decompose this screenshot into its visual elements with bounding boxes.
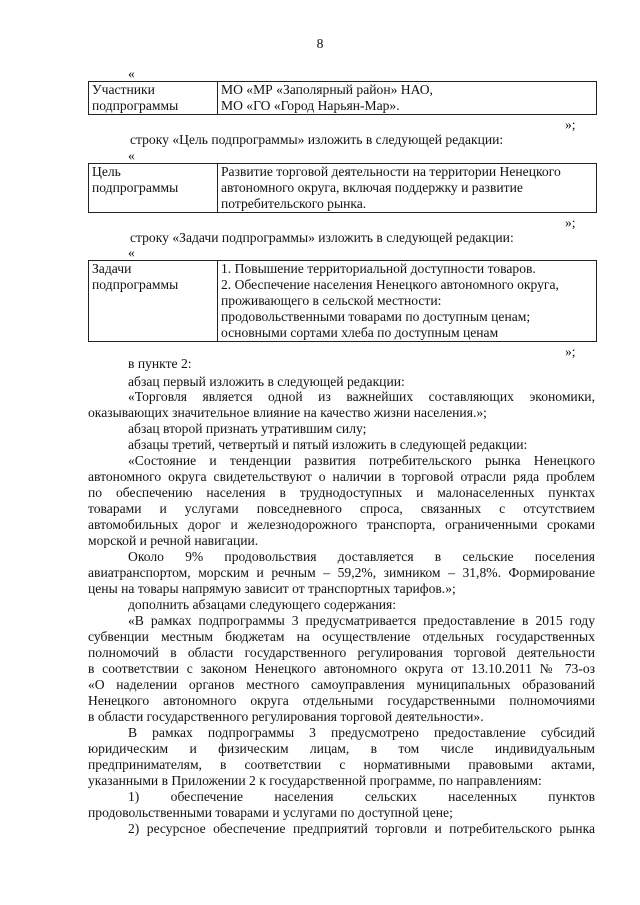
table-label-line: подпрограммы	[92, 277, 179, 292]
text-line: в соответствии с законом Ненецкого автономного округа от 13.10.2011 № 73-оз	[88, 661, 595, 676]
tasks-value-cell	[218, 261, 597, 342]
para1-instruction: абзац первый изложить в следующей редакции:	[128, 374, 405, 389]
participants-value-cell	[218, 82, 597, 115]
table-value-line: потребительского рынка.	[221, 196, 367, 211]
add-text	[88, 613, 595, 725]
goal-table	[88, 163, 597, 213]
page-number: 8	[316, 36, 324, 51]
text-line: в области государственного регулирования торговой деятельности».	[88, 709, 484, 724]
text-line: В рамках подпрограммы 3 предусмотрено предоставление субсидий	[128, 725, 595, 740]
table-value-line: МО «МР «Заполярный район» НАО,	[221, 82, 433, 97]
text-line: юридическим и физическим лицам, в том числе индивидуальным	[88, 741, 595, 756]
participants-table	[88, 81, 597, 115]
text-line: полномочий в области государственного регулирования торговой деятельности	[88, 645, 595, 660]
text-line: оказывающих значительное влияние на качество жизни населения.»;	[88, 405, 487, 420]
text-line: Ненецкого автономного округа отдельными государственными полномочиями	[88, 693, 595, 708]
text-line: товарами и услугами повседневного спроса, связанных с отсутствием	[88, 501, 595, 516]
table-label-line: Задачи	[92, 261, 132, 276]
close-quote: »;	[565, 117, 576, 132]
item-2-heading: в пункте 2:	[128, 356, 192, 371]
text-line: предпринимателям, в соответствии с нормативными правовыми актами,	[88, 757, 595, 772]
tasks-table	[88, 260, 597, 342]
para2-instruction: абзац второй признать утратившим силу;	[128, 421, 367, 436]
text-line: «Состояние и тенденции развития потребительского рынка Ненецкого	[128, 453, 595, 468]
table-label-line: Цель	[92, 164, 121, 179]
open-quote: «	[128, 245, 135, 260]
subsidy-text	[88, 725, 595, 789]
text-line: цены на товары напрямую зависит от транспортных тарифов.»;	[88, 581, 456, 596]
text-line: «О наделении органов местного самоуправления муниципальных образований	[88, 677, 595, 692]
table-label-line: подпрограммы	[92, 180, 179, 195]
text-line: указанными в Приложении 2 к государственной программе, по направлениям:	[88, 773, 542, 788]
table-value-line: основными сортами хлеба по доступным ценам	[221, 325, 499, 340]
para345-text	[88, 453, 595, 549]
instruction-tasks: строку «Задачи подпрограммы» изложить в следующей редакции:	[130, 230, 514, 245]
add-instruction: дополнить абзацами следующего содержания:	[128, 597, 397, 612]
para1-text	[88, 389, 595, 421]
text-line: субвенции местным бюджетам на осуществление отдельных государственных	[88, 629, 595, 644]
about-text	[88, 549, 595, 597]
text-line: морской и речной навигации.	[88, 533, 259, 548]
text-line: автономного округа свидетельствуют о наличии в торговой отрасли ряда проблем	[88, 469, 595, 484]
close-quote: »;	[565, 344, 576, 359]
text-line: продовольственными товарами и услугами по доступной цене;	[88, 805, 453, 820]
participants-label-cell	[89, 82, 218, 115]
open-quote: «	[128, 66, 135, 81]
close-quote: »;	[565, 215, 576, 230]
direction-2-text	[88, 821, 595, 837]
table-value-line: МО «ГО «Город Нарьян-Мар».	[221, 98, 400, 113]
table-value-line: автономного округа, включая поддержку и развитие	[221, 180, 523, 195]
text-line: по обеспечению населения в труднодоступных и малонаселенных пунктах	[88, 485, 595, 500]
goal-value-cell	[218, 164, 597, 213]
table-value-line: 1. Повышение территориальной доступности товаров.	[221, 261, 536, 276]
text-line: 2) ресурсное обеспечение предприятий торговли и потребительского рынка	[128, 821, 595, 836]
open-quote: «	[128, 148, 135, 163]
text-line: авиатранспортом, морским и речным – 59,2%, зимником – 31,8%. Формирование	[88, 565, 595, 580]
table-value-line: 2. Обеспечение населения Ненецкого автономного округа,	[221, 277, 559, 292]
table-value-line: продовольственными товарами по доступным ценам;	[221, 309, 531, 324]
table-label-line: Участники	[92, 82, 155, 97]
table-value-line: проживающего в сельской местности:	[221, 293, 442, 308]
text-line: автомобильных дорог и железнодорожного транспорта, ограниченными сроками	[88, 517, 595, 532]
direction-1-text	[88, 789, 595, 821]
instruction-goal: строку «Цель подпрограммы» изложить в следующей редакции:	[130, 132, 504, 147]
goal-label-cell	[89, 164, 218, 213]
text-line: «В рамках подпрограммы 3 предусматривается предоставление в 2015 году	[128, 613, 595, 628]
text-line: «Торговля является одной из важнейших составляющих экономики,	[128, 389, 595, 404]
table-label-line: подпрограммы	[92, 98, 179, 113]
text-line: Около 9% продовольствия доставляется в сельские поселения	[128, 549, 595, 564]
para345-instruction: абзацы третий, четвертый и пятый изложить в следующей редакции:	[128, 437, 528, 452]
tasks-label-cell	[89, 261, 218, 342]
text-line: 1) обеспечение населения сельских населенных пунктов	[128, 789, 595, 804]
table-value-line: Развитие торговой деятельности на территории Ненецкого	[221, 164, 561, 179]
